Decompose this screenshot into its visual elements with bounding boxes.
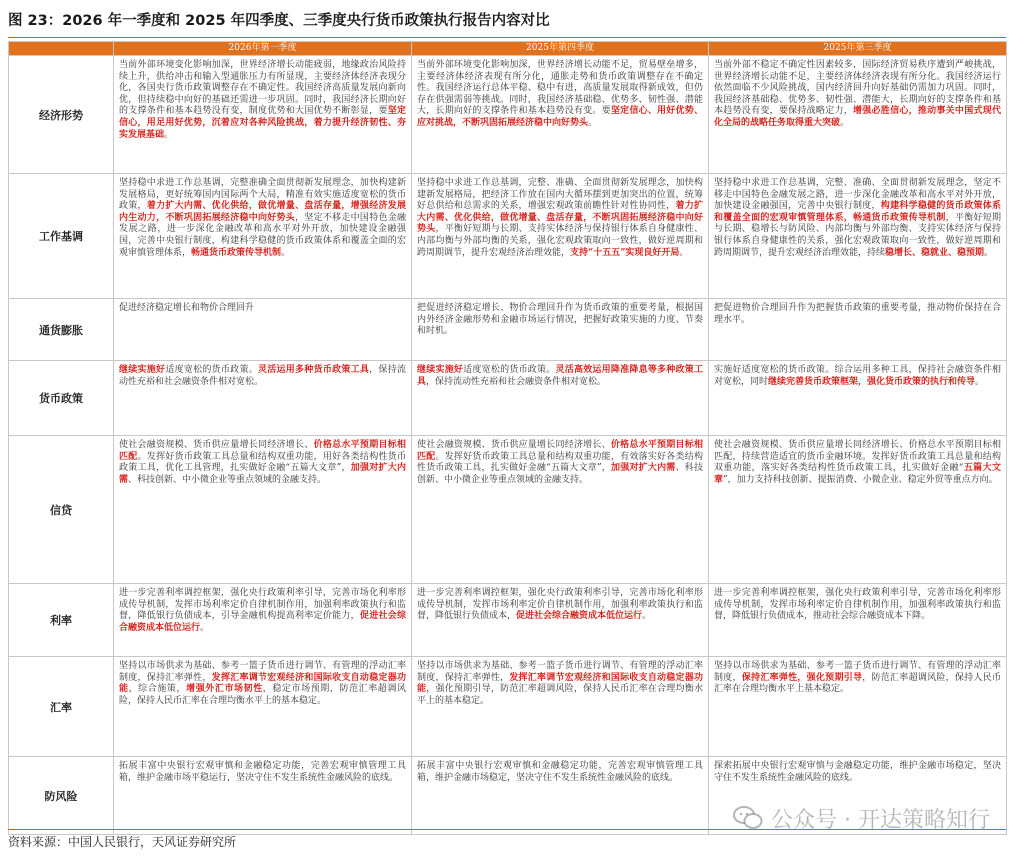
table-row [9, 657, 1007, 757]
table-row [9, 436, 1007, 584]
row-label: 通货膨胀 [9, 299, 114, 361]
comparison-table [8, 41, 1007, 835]
highlight-text: 坚定信心、用好优势、应对挑战，不断巩固拓展经济稳中向好势头 [417, 106, 703, 128]
table-row [9, 361, 1007, 436]
col-header-2025q4: 2025年第四季度 [412, 42, 709, 56]
cell-text: ，防范汇率超调风险，保持人民币汇率在合理均衡水平上基本稳定。 [714, 672, 1001, 695]
cell-text: 当前外部环境变化影响加深，世界经济增长动能不足，贸易壁垒增多，主要经济体经济表现有所分化，通胀走势和货币政策调整存在不确定性。我国经济运行总体平稳、稳中有进，高质量发展取得新成效，但仍存在供强需弱等挑战。同时，我国经济基础稳、优势多、韧性强、潜能大，长期向好的支撑条件和基本趋势没有变。要 [417, 60, 703, 117]
highlight-text: 价格总水平预期目标相匹配 [119, 440, 406, 462]
cell-text: ，平衡好短期与长期、支持实体经济与保持银行体系自身健康性、内部均衡与外部均衡的关系，强化宏观政策取向一致性，做好逆周期和跨周期调节，提升宏观经济治理效能， [417, 224, 703, 258]
highlight-text: 着力扩大内需、优化供给，做优增量、盘活存量，不断巩固拓展经济稳中向好势头 [417, 201, 703, 235]
cell-text: 坚持以市场供求为基础、参考一篮子货币进行调节、有管理的浮动汇率制度， [714, 661, 1001, 683]
highlight-text: 加强对扩大内需 [119, 463, 406, 485]
cell-2025q3 [709, 657, 1007, 757]
cell-text: 适度宽松的货币政策。 [463, 365, 556, 375]
cell-text: 当前外部环境变化影响加深，世界经济增长动能疲弱，地缘政治风险持续上升，供给冲击和输入型通胀压力有所显现，主要经济体经济表现分化，各国央行货币政策调整存在不确定性。我国经济高质量发展向新向优，但持续稳中向好的基础还需进一步巩固。同时，我国经济长期向好的支撑条件和基本趋势没有变，制度优势和大国优势不断彰显，要 [119, 60, 406, 117]
cell-text: 。 [281, 247, 291, 258]
cell-text: 进一步完善利率调控框架，强化央行政策利率引导，完善市场化利率形成传导机制，发挥市场利率定价自律机制作用，加强利率政策执行和监督，降低银行负债成本，推动社会综合融资成本下降。 [714, 588, 1001, 622]
highlight-text: 发挥汇率调节宏观经济和国际收支自动稳定器功能 [119, 672, 406, 695]
highlight-text: 坚定信心，用足用好优势，沉着应对各种风险挑战，着力提升经济韧性、夯实发展基础 [119, 106, 406, 140]
highlight-text: 继续实施好 [119, 365, 166, 375]
table-row [9, 174, 1007, 299]
col-header-2026q1: 2026年第一季度 [114, 42, 412, 56]
cell-text: 进一步完善利率调控框架，强化央行政策利率引导，完善市场化利率形成传导机制，发挥市场利率定价自律机制作用，加强利率政策执行和监督，降低银行负债成本，引导金融机构提高利率定价能力， [119, 588, 406, 622]
cell-text: 。 [588, 117, 598, 128]
cell-2025q3 [709, 299, 1007, 361]
table-header-row [9, 42, 1007, 56]
cell-text: 使社会融资规模、货币供应量增长同经济增长、 [119, 440, 314, 450]
cell-2026q1 [114, 436, 412, 584]
highlight-text: 继续实施好 [417, 365, 464, 375]
highlight-text: 灵活高效运用降准降息等多种政策工具 [417, 365, 703, 387]
cell-2025q4 [412, 657, 709, 757]
cell-2025q3 [709, 361, 1007, 436]
cell-text: 。 [679, 247, 689, 258]
cell-text: ”，加力支持科技创新、提振消费、小微企业、稳定外贸等重点方向。 [723, 474, 998, 485]
highlight-text: 五篇大文章 [714, 463, 1001, 485]
cell-2026q1 [114, 56, 412, 174]
cell-2025q4 [412, 757, 709, 835]
highlight-text: 支持“十五五”实现良好开局 [570, 247, 680, 258]
title-rule [8, 37, 1006, 38]
cell-text: 进一步完善利率调控框架，强化央行政策利率引导，完善市场化利率形成传导机制，发挥市场利率定价自律机制作用，加强利率政策执行和监督，降低银行负债成本， [417, 588, 703, 622]
highlight-text: 促进社会综合融资成本低位运行 [516, 611, 643, 622]
cell-text: 、科技创新、中小微企业等重点领域的金融支持。 [417, 463, 703, 485]
cell-text: 探索拓展中央银行宏观审慎与金融稳定功能，维护金融市场稳定，坚决守住不发生系统性金融风险的底线。 [714, 761, 1001, 783]
cell-2026q1 [114, 361, 412, 436]
cell-text: 。发挥好货币政策工具总量和结构双重功能，有效落实好各类结构性货币政策工具，扎实做好金融“五篇大文章”， [417, 451, 703, 474]
watermark-text: 公众号 · 开达策略知行 [771, 807, 990, 833]
cell-text: 。发挥好货币政策工具总量和结构双重功能，用好各类结构性货币政策工具，优化工具管理，扎实做好金融“五篇大文章”， [119, 451, 406, 474]
cell-text: 坚持以市场供求为基础、参考一篮子货币进行调节、有管理的浮动汇率制度，保持汇率弹性， [119, 661, 406, 683]
cell-text: 。 [200, 622, 210, 633]
highlight-text: 价格总水平预期目标相匹配 [417, 440, 703, 462]
cell-2025q3 [709, 56, 1007, 174]
cell-2025q4 [412, 299, 709, 361]
cell-text: 坚持稳中求进工作总基调，完整、准确、全面贯彻新发展理念，坚定不移走中国特色金融发展之路，进一步深化金融改革和高水平对外开放，加快建设金融强国，完善中央银行制度， [714, 178, 1001, 212]
cell-text: 坚持稳中求进工作总基调，完整准确全面贯彻新发展理念，加快构建新发展格局，更好统筹国内国际两个大局，精准有效实施适度宽松的货币政策， [119, 178, 406, 212]
cell-2026q1 [114, 657, 412, 757]
highlight-text: 着力扩大内需、优化供给，做优增量、盘活存量，增强经济发展内生动力，不断巩固拓展经济稳中向好势头 [119, 201, 406, 223]
highlight-text: 继续完善货币政策框架，强化货币政策的执行和传导 [768, 376, 976, 387]
watermark [733, 800, 990, 836]
cell-2025q4 [412, 174, 709, 299]
cell-text: 当前外部不稳定不确定性因素较多，国际经济贸易秩序遭到严峻挑战，世界经济增长动能不足，主要经济体经济表现有所分化。我国经济运行依然面临不少风险挑战，国内经济回升向好基础仍需加力巩固。同时，我国经济基础稳、优势多、韧性强、潜能大，长期向好的支撑条件和基本趋势没有变，要保持战略定力， [714, 60, 1001, 117]
table-row [9, 584, 1007, 657]
cell-text: 。 [984, 247, 994, 258]
row-label: 经济形势 [9, 56, 114, 174]
table-row [9, 299, 1007, 361]
cell-text: 拓展丰富中央银行宏观审慎和金融稳定功能，完善宏观审慎管理工具箱，维护金融市场稳定，坚决守住不发生系统性金融风险的底线。 [417, 761, 703, 783]
highlight-text: 加强对扩大内需 [611, 463, 676, 474]
cell-2025q4 [412, 436, 709, 584]
cell-2025q4 [412, 56, 709, 174]
cell-text: 。 [840, 117, 850, 128]
cell-2025q3 [709, 174, 1007, 299]
highlight-text: 增强外汇市场韧性 [186, 684, 263, 695]
cell-text: 。 [975, 376, 985, 387]
cell-2026q1 [114, 174, 412, 299]
row-label: 信贷 [9, 436, 114, 584]
source-note: 资料来源：中国人民银行，天风证券研究所 [8, 835, 237, 849]
row-label: 货币政策 [9, 361, 114, 436]
row-label: 防风险 [9, 757, 114, 835]
row-label: 汇率 [9, 657, 114, 757]
cell-text: 拓展丰富中央银行宏观审慎和金融稳定功能，完善宏观审慎管理工具箱，维护金融市场平稳运行，坚决守住不发生系统性金融风险的底线。 [119, 761, 406, 783]
cell-text: 、科技创新、中小微企业等重点领域的金融支持。 [128, 474, 327, 485]
cell-text: 坚持以市场供求为基础、参考一篮子货币进行调节、有管理的浮动汇率制度，保持汇率弹性， [417, 661, 703, 683]
cell-text: ，稳定市场预期，防范汇率超调风险，保持人民币汇率在合理均衡水平上的基本稳定。 [119, 684, 406, 706]
highlight-text: 增强必胜信心，推动事关中国式现代化全局的战略任务取得重大突破 [714, 106, 1001, 128]
cell-text: ，综合施策， [128, 684, 187, 695]
row-label: 利率 [9, 584, 114, 657]
cell-text: 实施好适度宽松的货币政策。综合运用多种工具，保持社会融资条件相对宽松，同时 [714, 365, 1001, 387]
cell-text: 使社会融资规模、货币供应量增长同经济增长、 [417, 440, 611, 450]
cell-text: 促进经济稳定增长和物价合理回升 [119, 303, 255, 313]
figure-title: 图 23：2026 年一季度和 2025 年四季度、三季度央行货币政策执行报告内容对比 [8, 13, 550, 29]
cell-text: 把促进物价合理回升作为把握货币政策的重要考量，推动物价保持在合理水平。 [714, 303, 1001, 325]
cell-text: ，坚定不移走中国特色金融发展之路，进一步深化金融改革和高水平对外开放，加快建设金融强国，完善中央银行制度，构建科学稳健的货币政策体系和覆盖全面的宏观审慎管理体系， [119, 212, 406, 258]
col-header-2025q3: 2025年第三季度 [709, 42, 1007, 56]
cell-text: 把促进经济稳定增长、物价合理回升作为货币政策的重要考量，根据国内外经济金融形势和金融市场运行情况，把握好政策实施的力度、节奏和时机。 [417, 303, 703, 337]
cell-text: 坚持稳中求进工作总基调，完整、准确、全面贯彻新发展理念，加快构建新发展格局，把经济工作放在国内大循环摆到更加突出的位置，统筹好总供给和总需求的关系，增强宏观政策前瞻性针对性协同性， [417, 178, 703, 212]
row-label: 工作基调 [9, 174, 114, 299]
table-row [9, 56, 1007, 174]
highlight-text: 促进社会综合融资成本低位运行 [119, 611, 406, 633]
header-corner [9, 42, 114, 56]
cell-text: ，保持流动性充裕和社会融资条件相对宽松。 [119, 365, 406, 387]
cell-text: 使社会融资规模、货币供应量增长同经济增长、价格总水平预期目标相匹配，持续营造适宜的货币金融环境。发挥好货币政策工具总量和结构双重功能，落实好各类结构性货币政策工具，扎实做好金融“ [714, 440, 1001, 474]
cell-text: ，强化预期引导，防范汇率超调风险，保持人民币汇率在合理均衡水平上的基本稳定。 [417, 684, 703, 706]
cell-text: 。 [164, 129, 174, 140]
cell-2026q1 [114, 757, 412, 835]
cell-2025q4 [412, 584, 709, 657]
cell-text: 。 [642, 611, 652, 622]
cell-text: 适度宽松的货币政策。 [165, 365, 258, 375]
highlight-text: 灵活运用多种货币政策工具 [257, 365, 370, 375]
cell-2026q1 [114, 299, 412, 361]
highlight-text: 保持汇率弹性，强化预期引导 [741, 672, 863, 683]
cell-text: ，平衡好短期与长期、稳增长与防风险、内部均衡与外部均衡、支持实体经济与保持银行体系自身健康性的关系，强化宏观政策取向一致性，做好逆周期和跨周期调节，提升宏观经济治理效能，持续 [714, 212, 1001, 258]
highlight-text: 畅通货币政策传导机制 [191, 247, 282, 258]
highlight-text: 稳增长、稳就业、稳预期 [885, 247, 985, 258]
wechat-icon [733, 805, 763, 831]
cell-2025q4 [412, 361, 709, 436]
cell-2026q1 [114, 584, 412, 657]
highlight-text: 发挥汇率调节宏观经济和国际收支自动稳定器功能 [417, 672, 703, 695]
cell-text: ，保持流动性充裕和社会融资条件相对宽松。 [426, 376, 607, 387]
cell-2025q3 [709, 436, 1007, 584]
cell-2025q3 [709, 584, 1007, 657]
highlight-text: 构建科学稳健的货币政策体系和覆盖全面的宏观审慎管理体系，畅通货币政策传导机制 [714, 201, 1001, 223]
